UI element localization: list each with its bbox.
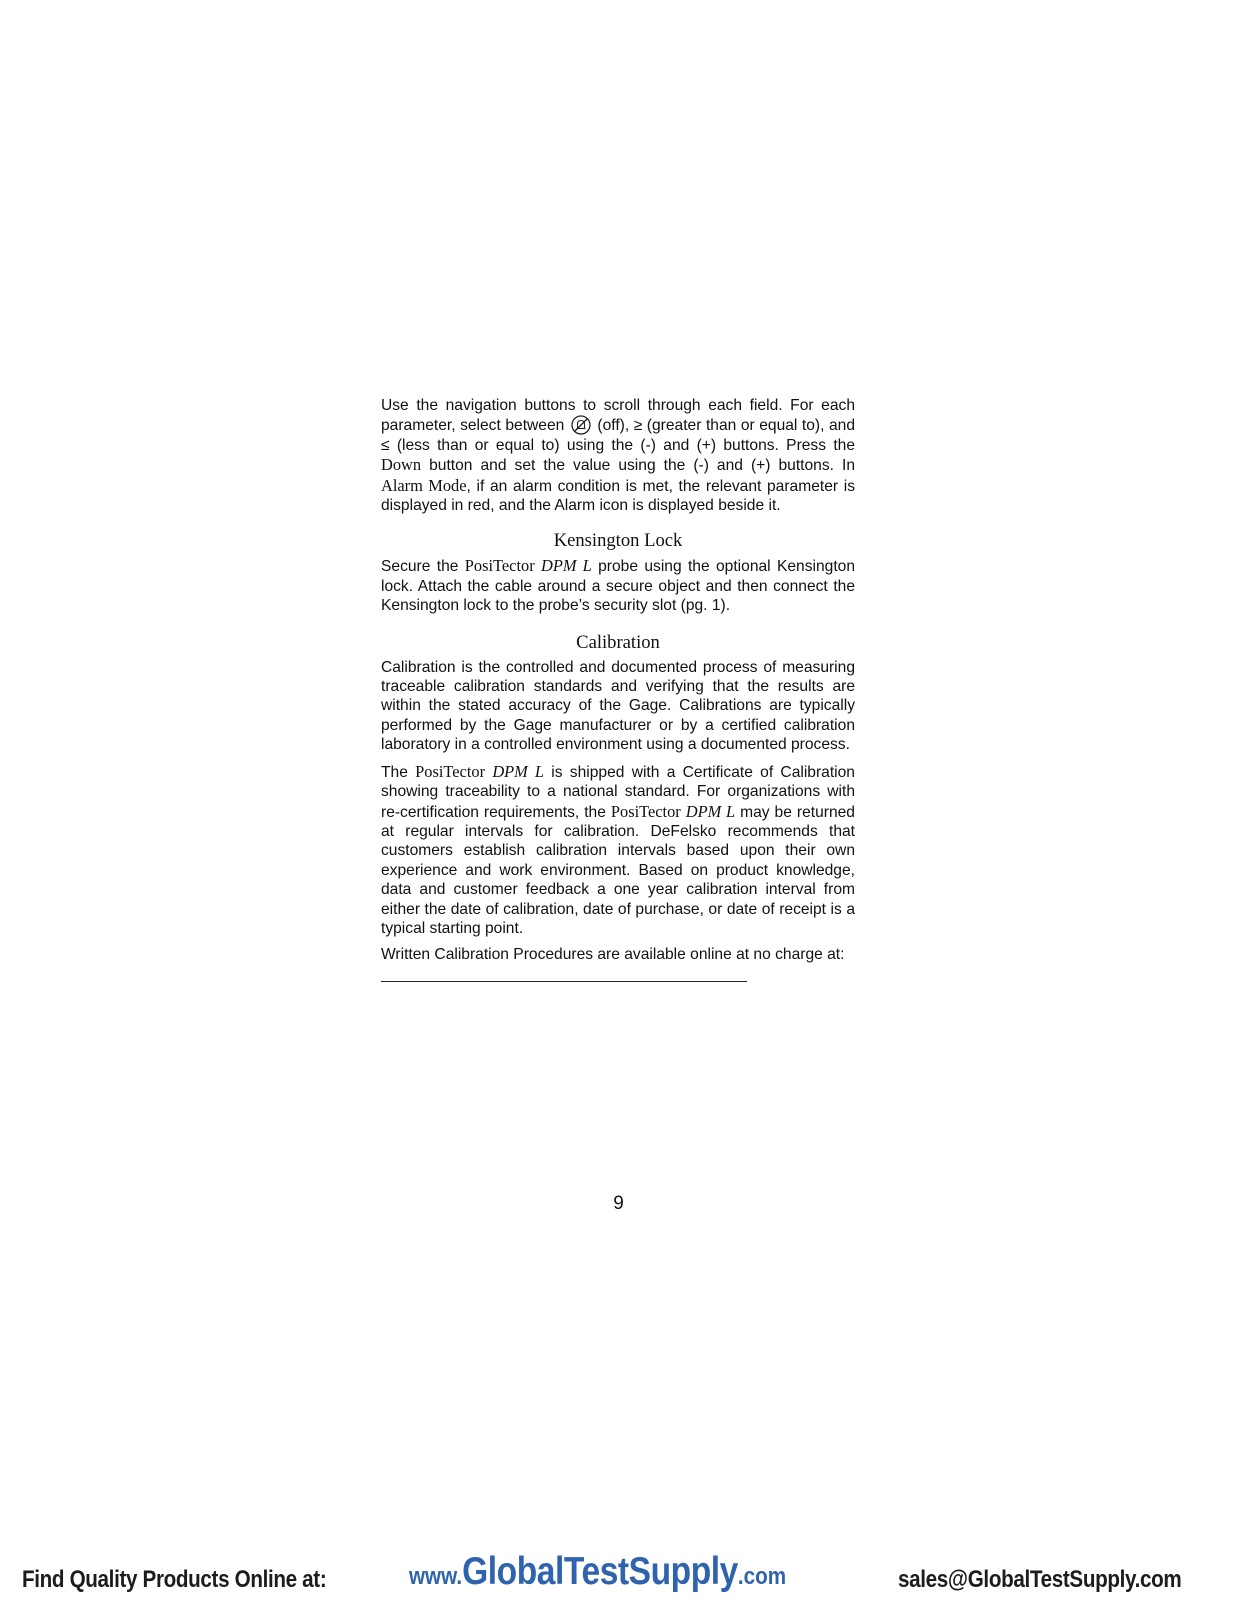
alarm-text-2: (off), ≥ (greater than or equal to), and ≤ (less than or equal to) using the (-) and (+) buttons. Press the bbox=[381, 417, 855, 454]
brand-name: PosiTector bbox=[464, 556, 535, 576]
footnote-rule bbox=[381, 981, 747, 982]
kensington-paragraph bbox=[381, 556, 855, 615]
url-main: GlobalTestSupply bbox=[462, 1550, 738, 1593]
footer-banner bbox=[0, 1550, 1237, 1600]
calibration-heading: Calibration bbox=[576, 631, 660, 653]
url-suffix: .com bbox=[737, 1563, 787, 1590]
footer-website-link[interactable] bbox=[409, 1550, 786, 1594]
kensington-text-1: Secure the bbox=[381, 558, 459, 576]
model-name: DPM L bbox=[492, 761, 544, 781]
alarm-mode-paragraph bbox=[381, 396, 855, 515]
alarm-text-4: , if an alarm condition is met, the relevant parameter is displayed in red, and the Alarm icon is displayed beside it. bbox=[381, 477, 855, 515]
model-name: DPM L bbox=[541, 556, 592, 576]
calibration-paragraph-2 bbox=[381, 762, 855, 939]
url-prefix: www. bbox=[409, 1563, 463, 1590]
alarm-off-icon bbox=[570, 415, 592, 435]
brand-name: PosiTector bbox=[415, 761, 486, 781]
calibration-text-1: The bbox=[381, 763, 408, 781]
manual-page-body bbox=[381, 396, 855, 982]
calibration-paragraph-3: Written Calibration Procedures are available online at no charge at: bbox=[381, 946, 845, 964]
footer-email-link[interactable]: sales@GlobalTestSupply.com bbox=[898, 1566, 1182, 1593]
calibration-paragraph-1: Calibration is the controlled and documented process of measuring traceable calibration standards and verifying that the results are within the stated accuracy of the Gage. Calibrations are typically performed by the Gage manufacturer or by a certified calibration laboratory in a controlled environment using a documented process. bbox=[381, 658, 855, 754]
alarm-text-1: Use the navigation buttons to scroll through each field. For each parameter, select between bbox=[381, 397, 855, 435]
model-name: DPM L bbox=[685, 801, 736, 821]
brand-name: PosiTector bbox=[610, 801, 681, 821]
kensington-heading: Kensington Lock bbox=[553, 530, 683, 552]
calibration-text-2: is shipped with a Certificate of Calibration showing traceability to a national standard. For organizations with re-certification requirements, the bbox=[381, 763, 855, 821]
calibration-text-3: may be returned at regular intervals for calibration. DeFelsko recommends that customers establish calibration intervals based upon their own experience and work environment. Based on product knowledge, data and customer feedback a one year calibration interval from either the date of calibration, date of purchase, or date of receipt is a typical starting point. bbox=[381, 803, 855, 937]
alarm-mode-name: Alarm Mode bbox=[381, 475, 467, 495]
kensington-text-2: probe using the optional Kensington lock. Attach the cable around a secure object and then connect the Kensington lock to the probe’s security slot (pg. 1). bbox=[381, 558, 856, 615]
down-button-name: Down bbox=[381, 455, 422, 475]
alarm-text-3: button and set the value using the (-) and (+) buttons. In bbox=[429, 457, 855, 475]
footer-tagline: Find Quality Products Online at: bbox=[22, 1566, 327, 1593]
page-number: 9 bbox=[613, 1193, 624, 1214]
